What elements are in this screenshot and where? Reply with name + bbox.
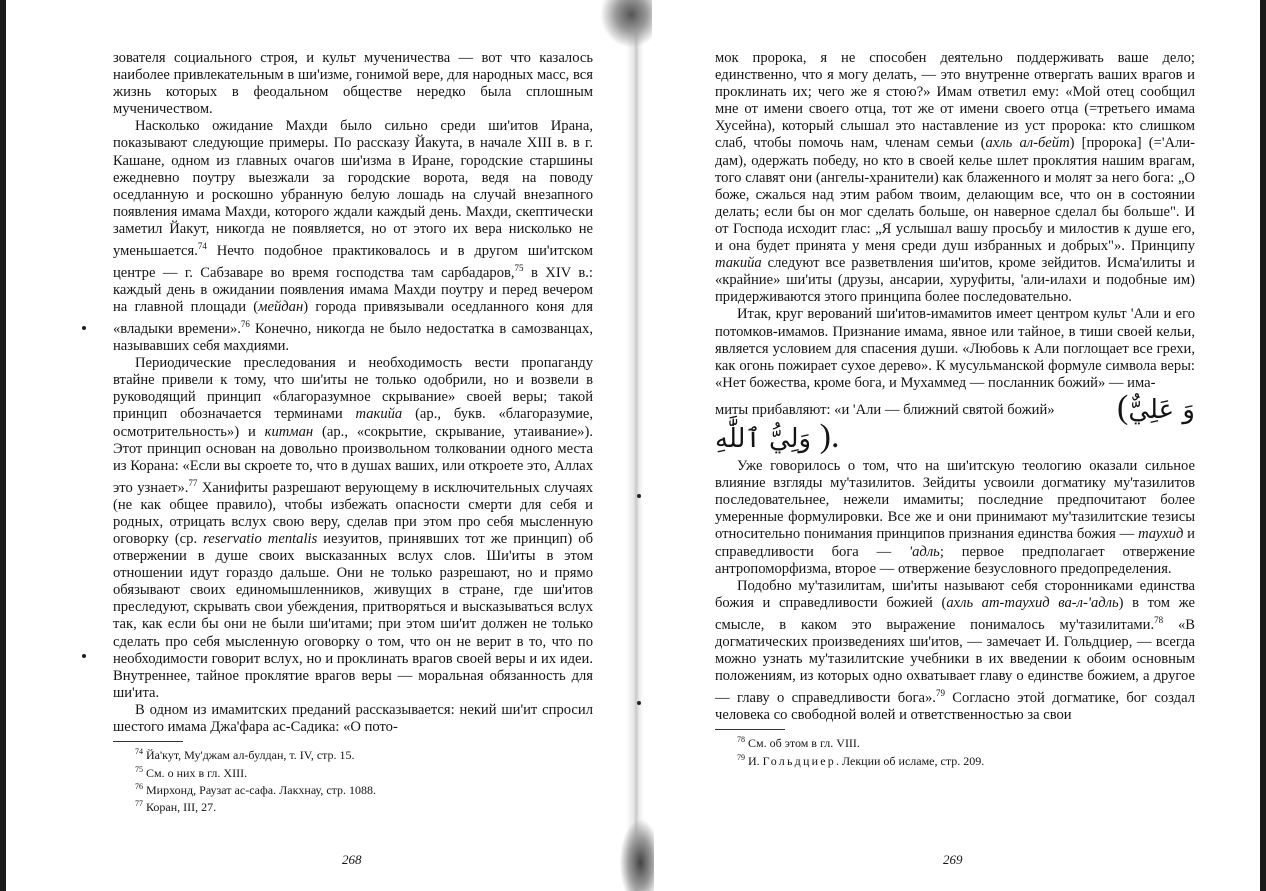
left-page-body <box>113 50 593 736</box>
scan-speck <box>637 701 641 705</box>
book-gutter <box>600 0 660 891</box>
footnote-rule <box>113 741 183 742</box>
paragraph: Уже говорилось о том, что на ши'итскую теологию оказали сильное влияние взгляды му'тазилитов. Зейдиты усвоили догматику му'тазилитов последовательнее, нежели имамиты; последние предпочитают более умеренные формулировки. Все же и они принимают му'тазилитские тезисы относительно понимания принципов признания единства божия — таухид и справедливости бога — 'адль; первое предполагает отвержение антропоморфизма, второе — отвержение безусловного предопределения. <box>715 458 1195 577</box>
footnotes <box>715 733 1195 768</box>
formula-text: миты прибавляют: «и 'Али — ближний святой божий» <box>715 401 1055 418</box>
footnote: $^{74}$ Йа'кут, Му'джам ал-булдан, т. IV, стр. 15. <box>135 747 355 763</box>
left-page <box>113 50 593 815</box>
paragraph: В одном из имамитских преданий рассказывается: некий ши'ит спросил шестого имама Джа'фара ас-Садика: «О пото- <box>113 701 593 735</box>
footnote: $^{78}$ См. об этом в гл. VIII. <box>737 735 860 751</box>
footnote-rule <box>715 729 785 730</box>
footnote: $^{76}$ Мирхонд, Раузат ас-сафа. Лакхнау, стр. 1088. <box>135 781 377 797</box>
footnote: $^{75}$ См. о них в гл. XIII. <box>135 764 248 780</box>
footnote: $^{77}$ Коран, III, 27. <box>135 799 217 815</box>
paragraph: мок пророка, я не способен деятельно поддерживать ваше дело; единственно, что я могу делать, — это внутренне отвергать ваших врагов и проклинать их; чего же я стою?» Имам ответил ему: «Мой отец сообщил мне от имени своего отца, тот же от имени своего отца (=третьего имама Хусейна), который слышал это наставление из уст пророка: кто слишком слаб, чтобы помочь нам, членам семьи (ахль ал-бейт) [пророка] (='Али-дам), одержать победу, но кто в своей келье шлет проклятия нашим врагам, того славят они (ангелы-хранители) как блаженного и молят за него бога: „О боже, сжалься над этим рабом твоим, делающим все, что он в состоянии делать; если бы он мог сделать больше, он наверное сделал бы больше". И от Господа исходит глас: „Я услышал вашу просьбу и милостив к душе его, и она будет принята у меня среди душ избранных и добрых"». Принципу такийа следуют все разветвления ши'итов, кроме зейдитов. Исма'илиты и «крайние» ши'иты (друзы, ансарии, хуруфиты, 'али-илахи и подобные им) придерживаются этого принципа более последовательно. <box>715 50 1195 306</box>
arabic-formula-continuation: وَلِيُّ ٱللَّٰهِ <box>715 423 812 454</box>
arabic-formula-line: وَلِيُّ ٱللَّٰهِ ). <box>715 417 840 455</box>
paragraph: Периодические преследования и необходимость вести пропаганду втайне привели к тому, что ши'иты не только одобрили, но и возвели в руководящий принцип «благоразумное скрывание» своей веры; такой принцип обозначается терминами такийа (ар., букв. «благоразумие, осмотрительность») и китман (ар., «сокрытие, скрывание, утаивание»). Этот принцип основан на довольно произвольном толковании одного места из Корана: «Если вы скроете то, что в душах ваших, или откроете это, Аллах это узнает».$^{77}$ Ханифиты разрешают верующему в исключительных случаях (не как общее правило), чтобы избежать опасности смерти для себя и родных, отрицать вслух свою веру, сделав при этом про себя мысленную оговорку (ср. reservatio mentalis иезуитов, принявших тот же принцип) об отвержении в душе своих высказанных вслух слов. Ши'иты в этом отношении идут гораздо дальше. Они не только разрешают, но и прямо обязывают своих единомышленников, живущих в стране, где ши'итов преследуют, скрывать свои убеждения, притворяться и высказываться вслух так, как если бы они не были ши'итами; при этом ши'ит должен не только сделать про себя мысленную оговорку о том, что он не верит в то, что по необходимости говорит вслух, но и проклинать врагов своей веры и их идеи. Внутреннее, тайное проклятие врагов веры — моральная обязанность для ши'ита. <box>113 355 594 701</box>
footnotes <box>113 745 593 815</box>
paragraph: Подобно му'тазилитам, ши'иты называют себя сторонниками единства божия и справедливости божией (ахль ат-таухид ва-л-'адль) в том же смысле, в каком это выражение понималось му'тазилитами.$^{78}$ «В догматических произведениях ши'итов, — замечает И. Гольдциер, — всегда можно узнать му'тазилитские учебники в их введении к обоим основным положениям, из которых одно охватывает главу о единстве божием, а другое — главу о справедливости бога».$^{79}$ Согласно этой догматике, бог создал человека со свободной волей и ответственностью за свои <box>715 577 1195 724</box>
paragraph: Насколько ожидание Махди было сильно среди ши'итов Ирана, показывают следующие примеры. По рассказу Йакута, в начале XIII в. в г. Кашане, одном из главных очагов ши'изма в Иране, городские старшины ежедневно поутру выезжали за городские ворота, ведя на поводу оседланную и роскошно убранную белую лошадь на случай внезапного появления имама Махди, которого ждали каждый день. Махди, скептически заметил Йакут, никогда не появляется, но от этого их вера нисколько не уменьшается.$^{74}$ Нечто подобное практиковалось и в другом ши'итском центре — г. Сабзаваре во время господства там сарбадаров,$^{75}$ в XIV в.: каждый день в ожидании появления имама Махди поутру и перед вечером на главной площади (мейдан) города привязывали оседланного коня для «владыки времени».$^{76}$ Конечно, никогда не было недостатка в самозванцах, называвших себя махдиями. <box>113 118 593 355</box>
page-number: 268 <box>342 852 362 867</box>
arabic-formula-line <box>715 388 1195 426</box>
scan-speck <box>82 654 86 658</box>
right-page-body <box>715 50 1195 724</box>
book-edge-right <box>1260 0 1266 891</box>
paragraph: зователя социального строя, и культ мученичества — вот что казалось наиболее привлекательным в ши'изме, гонимой вере, для народных масс, вся жизнь которых в феодальном обществе нередко была сплошным мученичеством. <box>113 50 593 118</box>
scan-speck <box>637 494 641 498</box>
right-page <box>715 50 1195 768</box>
arabic-formula: (وَ عَلِيٌّ <box>1117 388 1195 426</box>
scan-speck <box>82 326 86 330</box>
paragraph: Итак, круг верований ши'итов-имамитов имеет центром культ 'Али и его потомков-имамов. Признание имама, явное или тайное, в тиши своей кельи, является условием для спасения души. «Любовь к Али поглощает все грехи, как огонь пожирает сухое дерево». К мусульманской формуле символа веры: «Нет божества, кроме бога, и Мухаммед — посланник божий» — има- <box>715 306 1195 391</box>
footnote: $^{79}$ И. Гольдциер. Лекции об исламе, стр. 209. <box>737 752 985 768</box>
book-edge-left <box>0 0 6 891</box>
page-number: 269 <box>943 852 963 867</box>
